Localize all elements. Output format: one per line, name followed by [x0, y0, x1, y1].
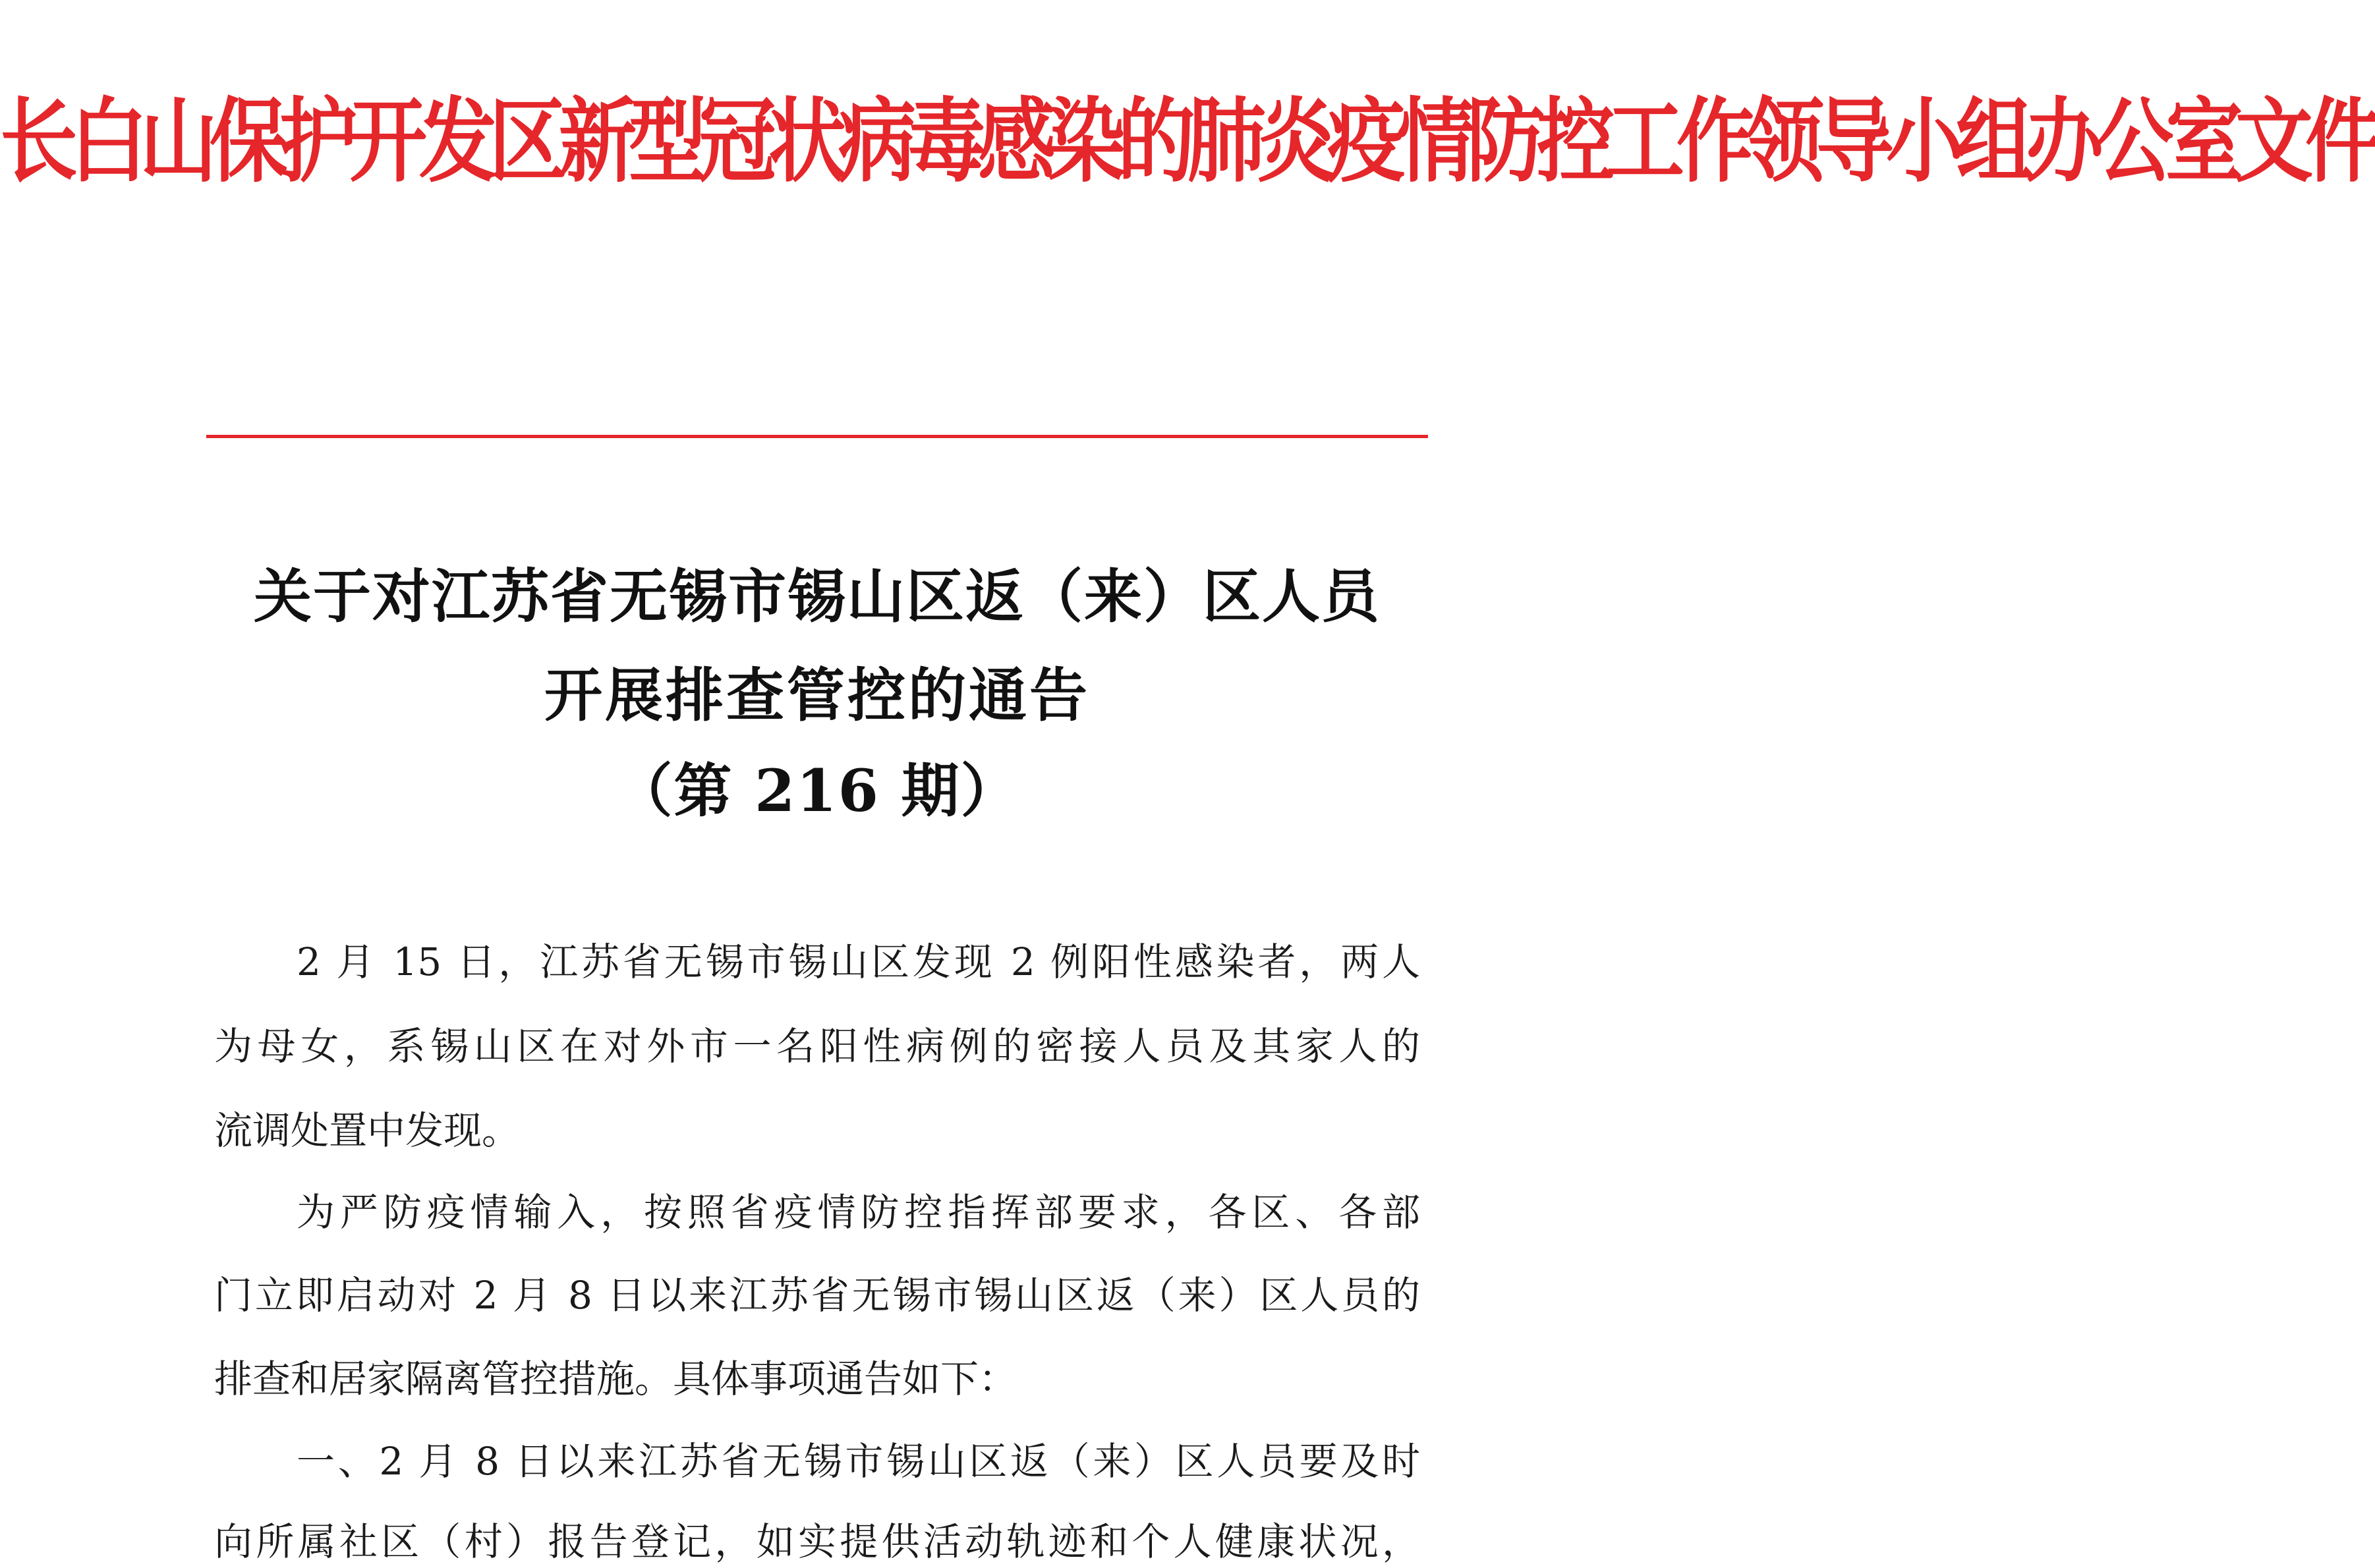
paragraph-2-line-2: 门立即启动对 2 月 8 日以来江苏省无锡市锡山区返（来）区人员的	[214, 1273, 1420, 1318]
notice-issue-number: （第 216 期）	[614, 756, 1020, 825]
masthead-title: 长白山保护开发区新型冠状病毒感染的肺炎疫情防控工作领导小组办公室文件	[0, 86, 2375, 195]
paragraph-1-line-1: 2 月 15 日，江苏省无锡市锡山区发现 2 例阳性感染者，两人	[297, 939, 1420, 984]
notice-title-line-2: 开展排查管控的通告	[544, 661, 1090, 729]
paragraph-2-line-1: 为严防疫情输入，按照省疫情防控指挥部要求，各区、各部	[297, 1190, 1420, 1235]
paragraph-3-line-2: 向所属社区（村）报告登记，如实提供活动轨迹和个人健康状况，	[214, 1519, 1420, 1564]
paragraph-1-line-3: 流调处置中发现。	[214, 1108, 521, 1153]
masthead-divider	[206, 435, 1428, 438]
paragraph-1-line-2: 为母女，系锡山区在对外市一名阳性病例的密接人员及其家人的	[214, 1024, 1420, 1069]
notice-title-line-1: 关于对江苏省无锡市锡山区返（来）区人员	[253, 562, 1381, 630]
paragraph-3-line-1: 一、2 月 8 日以来江苏省无锡市锡山区返（来）区人员要及时	[297, 1439, 1420, 1484]
paragraph-2-line-3: 排查和居家隔离管控措施。具体事项通告如下：	[214, 1357, 1017, 1401]
